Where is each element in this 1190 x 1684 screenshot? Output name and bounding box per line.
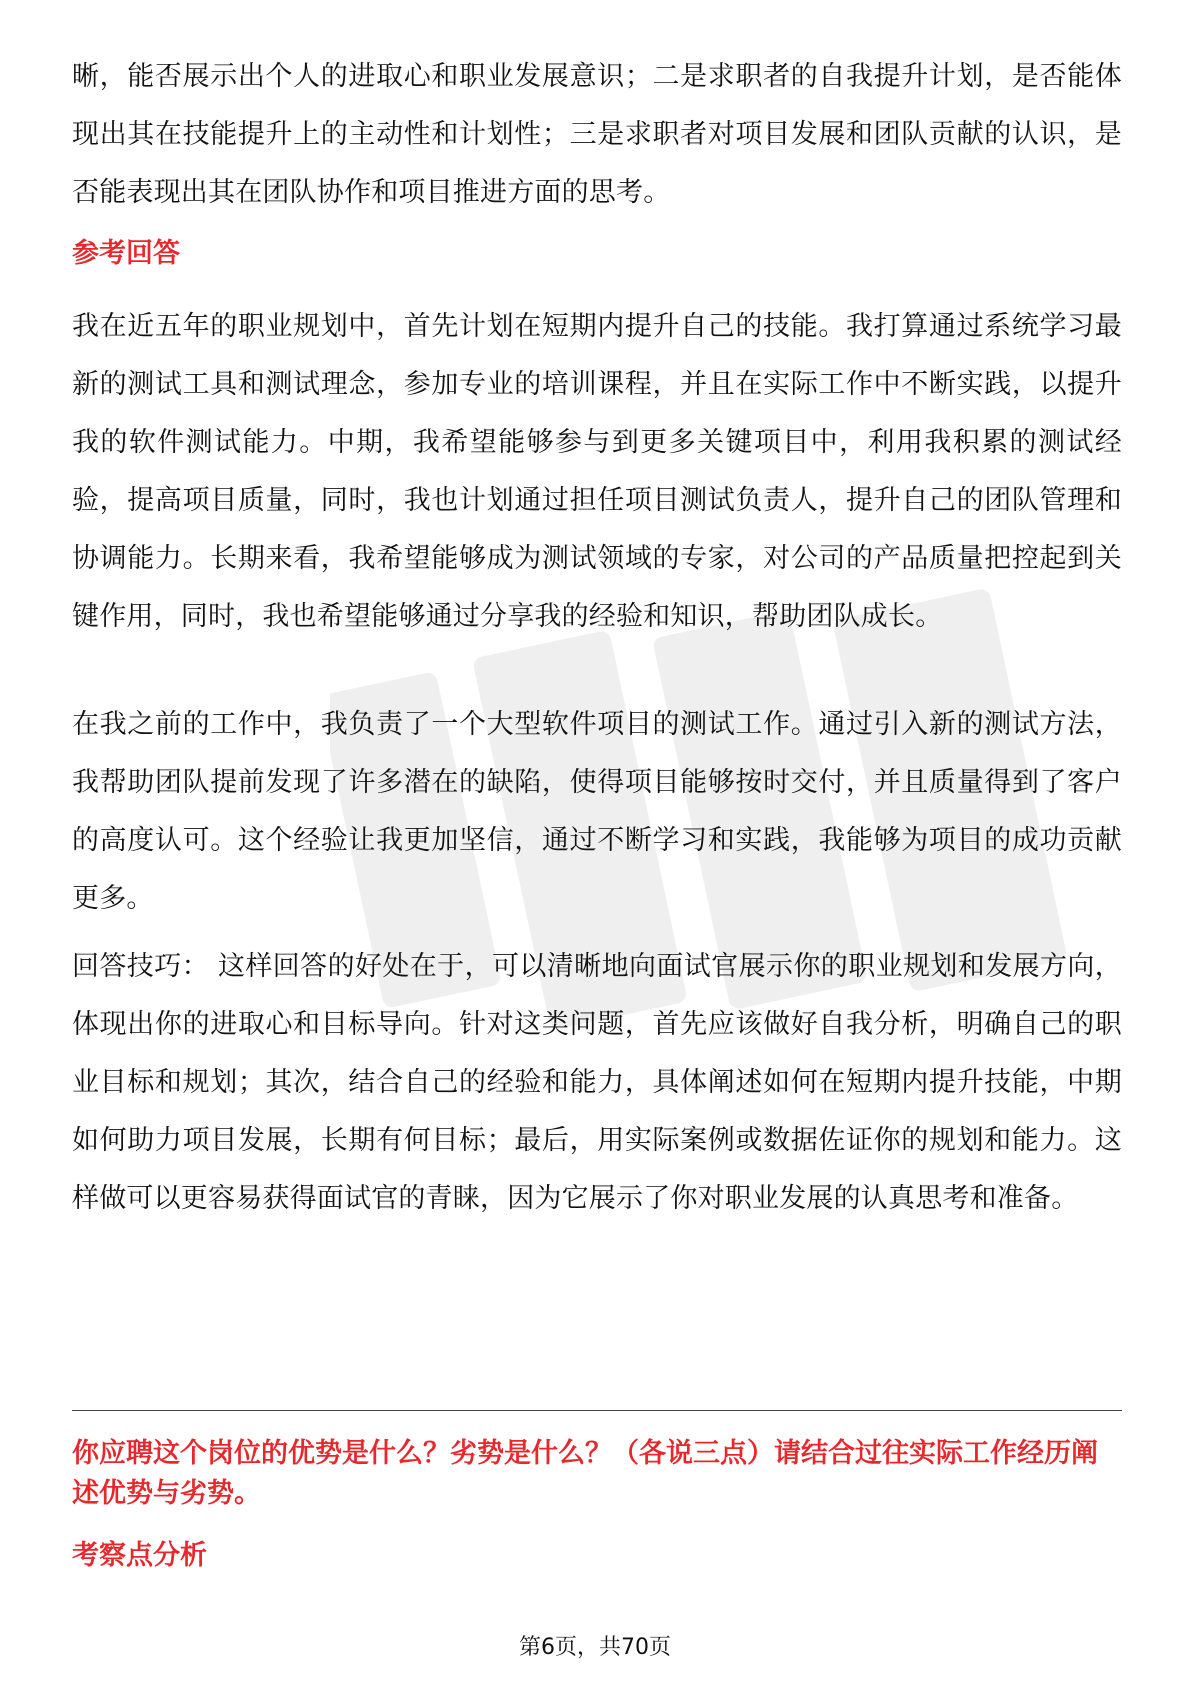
answer-paragraph-2: 在我之前的工作中，我负责了一个大型软件项目的测试工作。通过引入新的测试方法，我帮助团队提前发现了许多潜在的缺陷，使得项目能够按时交付，并且质量得到了客户的高度认可。这个经验让我更加坚信，通过不断学习和实践，我能够为项目的成功贡献更多。 [72, 709, 1122, 914]
document-page [72, 0, 1122, 1684]
section-divider [72, 1410, 1122, 1411]
analysis-heading: 考察点分析 [72, 1540, 207, 1571]
next-question-heading: 你应聘这个岗位的优势是什么？劣势是什么？（各说三点）请结合过往实际工作经历阐述优势与劣势。 [72, 1438, 1098, 1509]
intro-paragraph: 晰，能否展示出个人的进取心和职业发展意识；二是求职者的自我提升计划，是否能体现出其在技能提升上的主动性和计划性；三是求职者对项目发展和团队贡献的认识，是否能表现出其在团队协作和项目推进方面的思考。 [72, 61, 1122, 208]
reference-answer-heading: 参考回答 [72, 238, 180, 269]
tips-paragraph: 回答技巧： 这样回答的好处在于，可以清晰地向面试官展示你的职业规划和发展方向，体现出你的进取心和目标导向。针对这类问题，首先应该做好自我分析，明确自己的职业目标和规划；其次，结合自己的经验和能力，具体阐述如何在短期内提升技能，中期如何助力项目发展，长期有何目标；最后，用实际案例或数据佐证你的规划和能力。这样做可以更容易获得面试官的青睐，因为它展示了你对职业发展的认真思考和准备。 [72, 951, 1122, 1214]
page-indicator: 第6页，共70页 [519, 1635, 671, 1660]
answer-paragraph-1: 我在近五年的职业规划中，首先计划在短期内提升自己的技能。我打算通过系统学习最新的测试工具和测试理念，参加专业的培训课程，并且在实际工作中不断实践，以提升我的软件测试能力。中期，我希望能够参与到更多关键项目中，利用我积累的测试经验，提高项目质量，同时，我也计划通过担任项目测试负责人，提升自己的团队管理和协调能力。长期来看，我希望能够成为测试领域的专家，对公司的产品质量把控起到关键作用，同时，我也希望能够通过分享我的经验和知识，帮助团队成长。 [72, 311, 1122, 632]
